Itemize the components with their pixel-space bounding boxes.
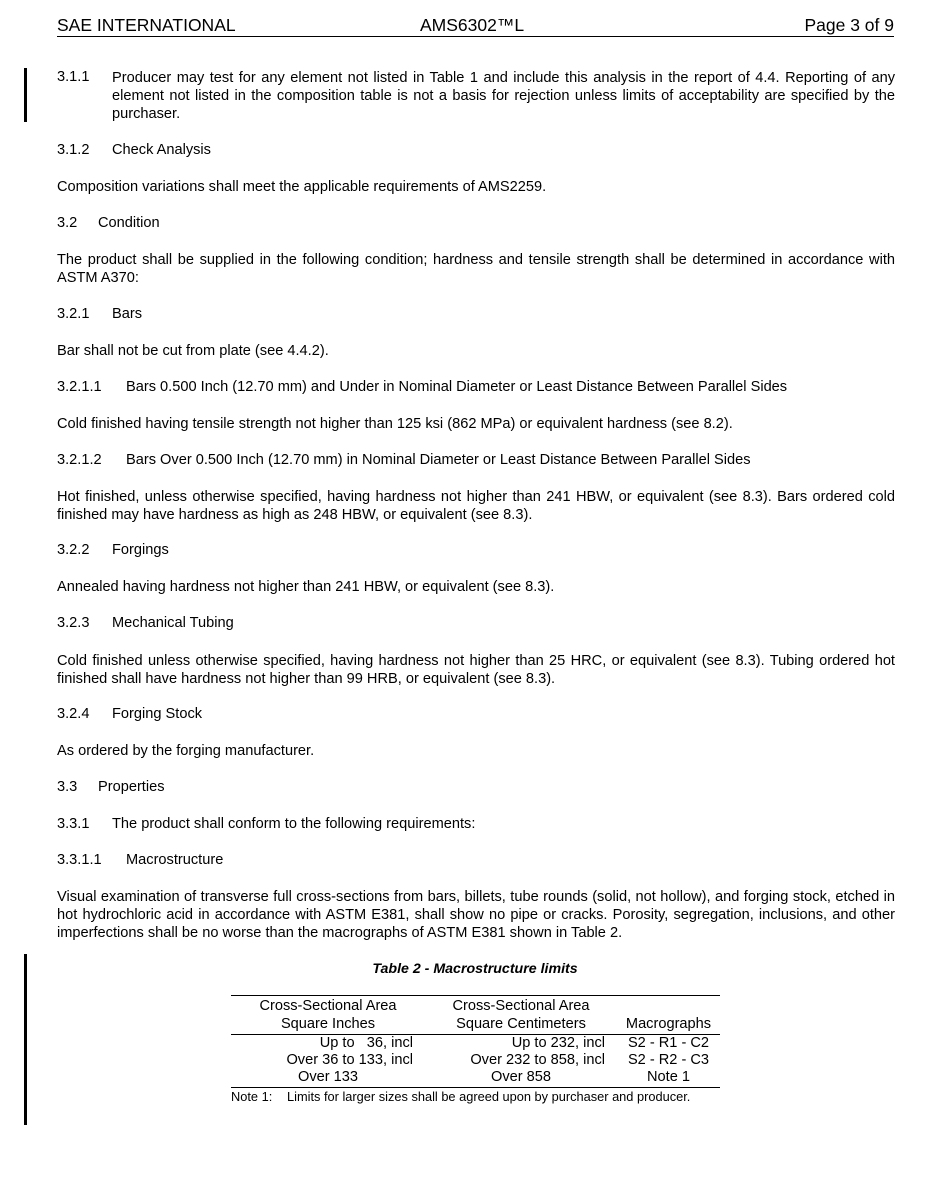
section-title: Bars 0.500 Inch (12.70 mm) and Under in Nominal Diameter or Least Distance Between Parallel Sides	[126, 379, 788, 395]
table-cell: Over 133	[297, 1069, 359, 1086]
table-cell: Up to 232, incl	[511, 1035, 605, 1051]
section-number: 3.2.1.2	[57, 452, 102, 468]
section-paragraph: Hot finished, unless otherwise specified, having hardness not higher than 241 HBW, or equivalent (see 8.3). Bars ordered cold finished may have hardness as high as 248 HBW, or equivalent (see 8.3).	[57, 489, 895, 524]
section-paragraph: As ordered by the forging manufacturer.	[57, 743, 315, 759]
table-row	[231, 1069, 720, 1087]
macrostructure-table	[231, 995, 720, 1088]
note-text: Limits for larger sizes shall be agreed upon by purchaser and producer.	[287, 1089, 691, 1104]
section-title: Macrostructure	[126, 852, 224, 868]
section-paragraph: Visual examination of transverse full cross-sections from bars, billets, tube rounds (solid, not hollow), and forging stock, etched in hot hydrochloric acid in accordance with ASTM E381, shall show no pipe or cracks. Porosity, segregation, inclusions, and other imperfections shall be no worse than the macrographs of ASTM E381 shown in Table 2.	[57, 889, 895, 942]
table-header-row	[231, 996, 720, 1035]
section-number: 3.2.4	[57, 706, 90, 722]
table-caption: Table 2 - Macrostructure limits	[372, 961, 578, 977]
table-cell: S2 - R2 - C3	[627, 1052, 710, 1069]
section-title: Forgings	[112, 542, 169, 558]
column-header-line: Cross-Sectional Area	[259, 998, 397, 1014]
section-paragraph: Producer may test for any element not listed in Table 1 and include this analysis in the report of 4.4. Reporting of any element not listed in the composition table is not a basis for rejection unless limits of acceptability are specified by the purchaser.	[112, 70, 895, 123]
note-label: Note 1:	[231, 1089, 273, 1104]
change-bar	[24, 68, 27, 122]
table-cell: Up to 36, incl	[319, 1035, 413, 1051]
table-row	[231, 1035, 720, 1053]
section-title: Mechanical Tubing	[112, 615, 234, 631]
doc-id: AMS6302™L	[420, 15, 525, 35]
section-number: 3.1.1	[57, 69, 90, 85]
page-header	[57, 14, 894, 37]
section-title: Check Analysis	[112, 142, 211, 158]
section-number: 3.1.2	[57, 142, 90, 158]
page-number: Page 3 of 9	[804, 15, 894, 35]
section-number: 3.3.1.1	[57, 852, 102, 868]
table-cell: Note 1	[647, 1069, 690, 1086]
section-title: Bars Over 0.500 Inch (12.70 mm) in Nominal Diameter or Least Distance Between Parallel Sides	[126, 452, 751, 468]
section-number: 3.3.1	[57, 816, 90, 832]
column-header	[231, 996, 425, 1035]
org-name: SAE INTERNATIONAL	[57, 15, 236, 35]
table-cell: Over 36 to 133, incl	[286, 1052, 413, 1069]
section-paragraph: The product shall be supplied in the following condition; hardness and tensile strength shall be determined in accordance with ASTM A370:	[57, 252, 895, 287]
section-paragraph: Annealed having hardness not higher than 241 HBW, or equivalent (see 8.3).	[57, 579, 555, 595]
section-number: 3.3	[57, 779, 78, 795]
table-cell: Over 858	[490, 1069, 552, 1086]
section-paragraph: Cold finished having tensile strength not higher than 125 ksi (862 MPa) or equivalent hardness (see 8.2).	[57, 416, 733, 432]
section-title: Condition	[98, 215, 160, 231]
section-paragraph: Bar shall not be cut from plate (see 4.4.2).	[57, 343, 329, 359]
table-cell: S2 - R1 - C2	[627, 1035, 710, 1051]
table-row	[231, 1052, 720, 1069]
section-title: Forging Stock	[112, 706, 203, 722]
column-header-line: Cross-Sectional Area	[452, 998, 590, 1014]
section-title: Properties	[98, 779, 165, 795]
section-number: 3.2.3	[57, 615, 90, 631]
column-header-line: Square Inches	[280, 1015, 376, 1032]
table-cell: Over 232 to 858, incl	[470, 1052, 605, 1069]
section-number: 3.2.2	[57, 542, 90, 558]
section-paragraph: Cold finished unless otherwise specified, having hardness not higher than 25 HRC, or equivalent (see 8.3). Tubing ordered hot finished shall have hardness not higher than 99 HRB, or equivalent (see 8.3).	[57, 653, 895, 688]
section-number: 3.2.1.1	[57, 379, 102, 395]
section-number: 3.2.1	[57, 306, 90, 322]
column-header-line: Square Centimeters	[456, 1015, 586, 1032]
section-title: Bars	[112, 306, 143, 322]
column-header: Macrographs	[617, 996, 720, 1035]
section-title: The product shall conform to the following requirements:	[112, 816, 476, 832]
section-number: 3.2	[57, 215, 78, 231]
column-header	[425, 996, 617, 1035]
section-paragraph: Composition variations shall meet the applicable requirements of AMS2259.	[57, 179, 547, 195]
change-bar	[24, 954, 27, 1125]
